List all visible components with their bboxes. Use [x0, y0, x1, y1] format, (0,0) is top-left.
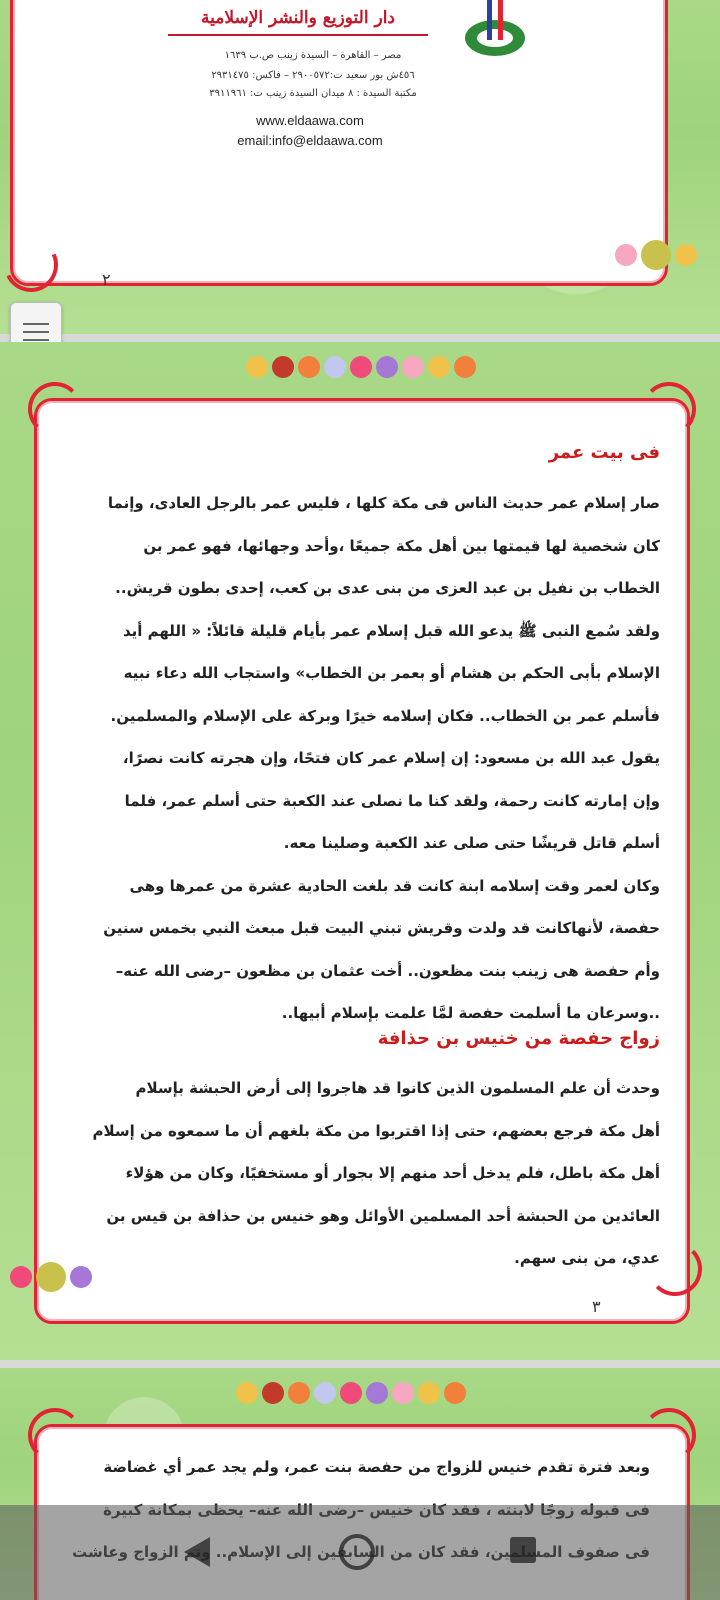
text-line: فأسلم عمر بن الخطاب.. فكان إسلامه خيرًا وبركة على الإسلام والمسلمين. — [110, 706, 660, 725]
text-line: صار إسلام عمر حديث الناس فى مكة كلها ، فليس عمر بالرجل العادى، وإنما — [107, 494, 660, 512]
text-line: أسلم قاتل قريشًا حتى صلى عند الكعبة وصلينا معه. — [283, 834, 660, 852]
book-page-3 — [0, 342, 720, 1360]
recents-square-icon[interactable] — [508, 1535, 538, 1565]
book-page-2 — [0, 0, 720, 334]
text-line: وأم حفصة هى زينب بنت مظعون.. أخت عثمان بن مظعون –رضى الله عنه– — [115, 961, 660, 980]
publisher-name: دار التوزيع والنشر الإسلامية — [168, 8, 428, 36]
paragraph — [60, 1067, 660, 1280]
corner-ornament — [642, 1408, 696, 1462]
text-line: وإن إمارته كانت رحمة، ولقد كنا ما نصلى عند الكعبة حتى أسلم عمر، فلما — [124, 791, 660, 810]
section-heading: زواج حفصة من خنيس بن حذافة — [377, 1028, 660, 1049]
text-line: الإسلام بأبى الحكم بن هشام أو بعمر بن الخطاب» واستجاب الله دعاء نبيه — [123, 664, 660, 682]
text-line: عدي، من بنى سهم. — [514, 1249, 660, 1267]
page-number: ٢ — [102, 270, 111, 289]
corner-ornament — [642, 382, 696, 436]
publisher-address-line: ٤٥٦ش بور سعيد ت:٢٩٠٠٥٧٢ – فاكس: ٢٩٣١٤٧٥ — [211, 70, 415, 81]
text-line: وبعد فترة تقدم خنيس للزواج من حفصة بنت عمر، ولم يجد عمر أي غضاضة — [103, 1458, 650, 1476]
publisher-website: www.eldaawa.com — [256, 113, 364, 128]
text-line: يقول عبد الله بن مسعود: إن إسلام عمر كان فتحًا، وإن هجرته كانت نصرًا، — [122, 749, 660, 767]
text-line: وكان لعمر وقت إسلامه ابنة كانت قد بلغت الحادية عشرة من عمرها وهى — [129, 876, 660, 895]
system-navigation-bar — [0, 1505, 720, 1600]
text-line: أهل مكة فرجع بعضهم، حتى إذا اقتربوا من مكة بلغهم أن ما سمعوه من إسلام — [92, 1121, 660, 1140]
back-triangle-icon[interactable] — [182, 1535, 212, 1569]
flower-decoration — [236, 1382, 466, 1404]
text-line: ولقد سُمع النبى ﷺ يدعو الله قبل إسلام عمر بأيام قليلة قائلاً: « اللهم أيد — [122, 621, 660, 640]
home-circle-icon[interactable] — [338, 1533, 376, 1571]
flower-decoration — [246, 356, 476, 378]
paragraph — [60, 482, 660, 1035]
text-line: أهل مكة باطل، فلم يدخل أحد منهم إلا بجوار أو مستخفيًا، وكان من هؤلاء — [125, 1164, 660, 1182]
text-line: العائدين من الحبشة أحد المسلمين الأوائل وهو خنيس بن حذافة بن قيس بن — [106, 1206, 660, 1225]
text-line: ..وسرعان ما أسلمت حفصة لمَّا علمت بإسلام أبيها.. — [281, 1004, 660, 1022]
corner-ornament — [28, 382, 82, 436]
page-number: ٣ — [592, 1297, 601, 1316]
publisher-email: email:info@eldaawa.com — [237, 133, 383, 148]
text-line: كان شخصية لها قيمتها بين أهل مكة جميعًا ،وأحد وجهائها، فهو عمر بن — [143, 536, 660, 555]
flower-decoration — [615, 240, 697, 270]
text-line: وحدث أن علم المسلمون الذين كانوا قد هاجروا إلى أرض الحبشة بإسلام — [135, 1079, 660, 1097]
section-heading: فى بيت عمر — [548, 442, 660, 463]
text-line: الخطاب بن نفيل بن عبد العزى من بنى عدى بن كعب، إحدى بطون قريش.. — [115, 579, 660, 597]
text-line: حفصة، لأنهاكانت قد ولدت وقريش تبني البيت قبل مبعث النبي بخمس سنين — [103, 919, 660, 937]
publisher-address-line: مكتبة السيدة : ٨ ميدان السيدة زينب ت: ٣٩١١٩٦١ — [209, 88, 417, 99]
publisher-address-line: مصر – القاهرة – السيدة زينب ص.ب ١٦٣٩ — [224, 50, 402, 61]
publisher-logo-icon — [465, 0, 535, 60]
